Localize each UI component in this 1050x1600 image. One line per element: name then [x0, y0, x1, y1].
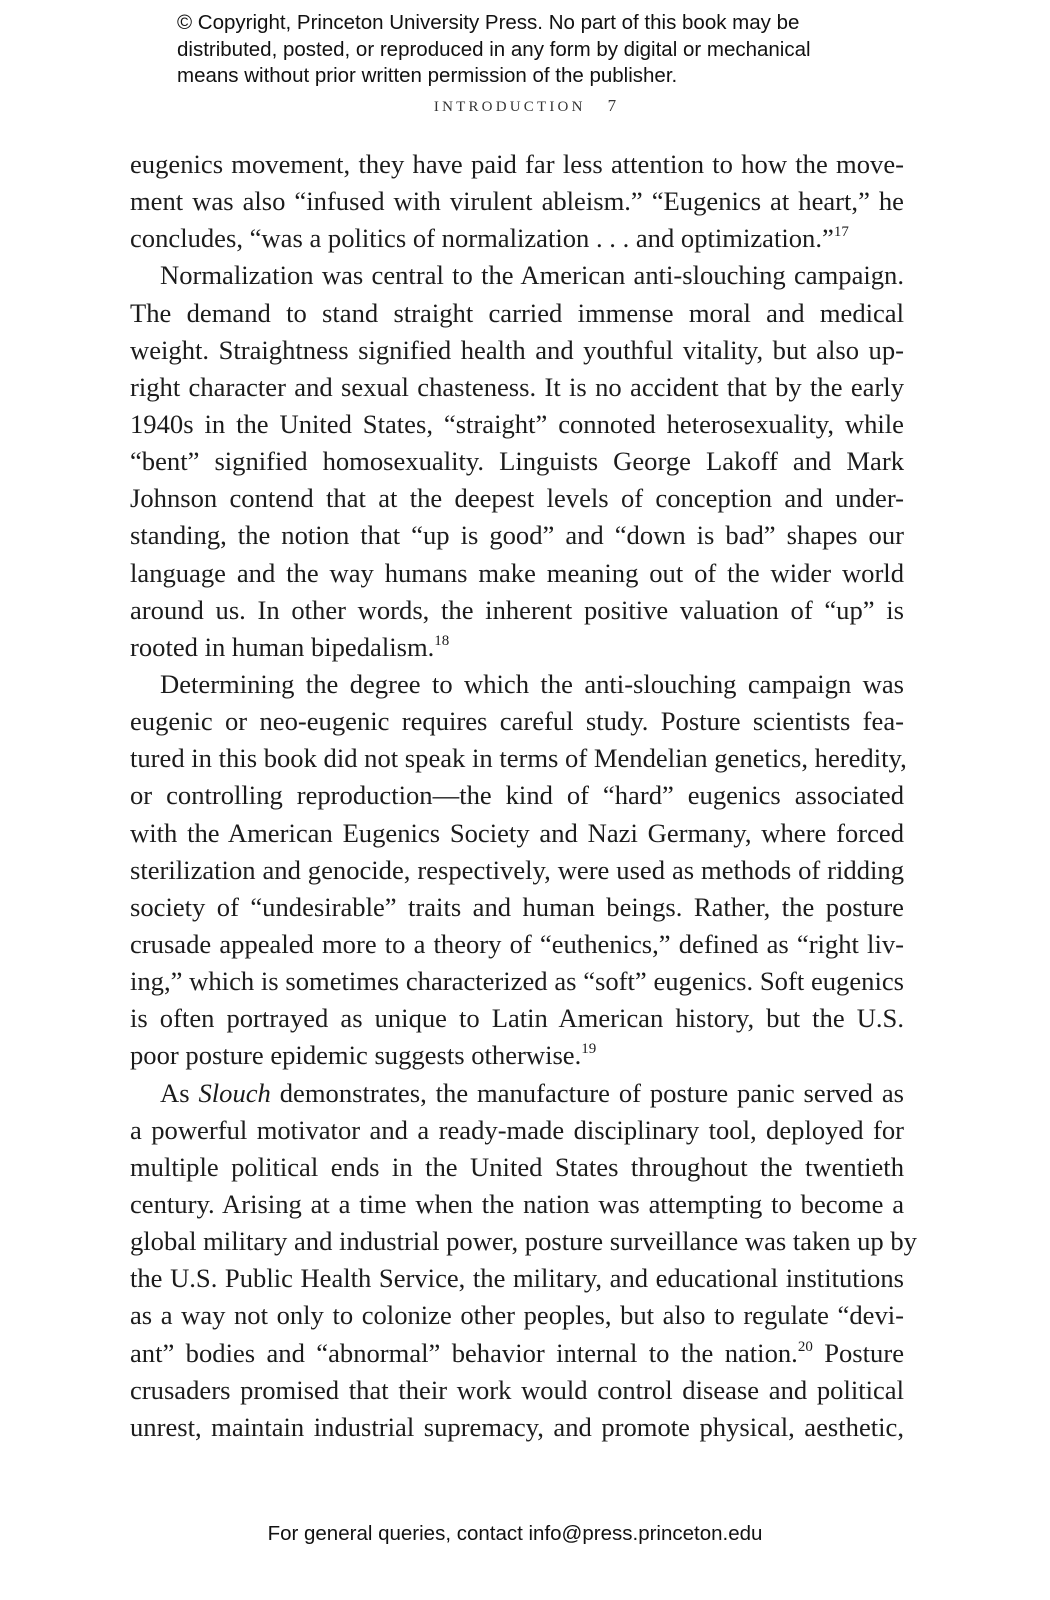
copyright-line: © Copyright, Princeton University Press. No part of this book may be	[177, 11, 800, 34]
text-line: The demand to stand straight carried immense moral and medical	[130, 297, 904, 328]
text-line: rooted in human bipedalism.$^{18}$	[130, 631, 450, 662]
text-line: century. Arising at a time when the nation was attempting to become a	[130, 1188, 904, 1219]
text-line: with the American Eugenics Society and Nazi Germany, where forced	[130, 817, 904, 848]
text-line: sterilization and genocide, respectively, were used as methods of ridding	[130, 854, 904, 885]
footnote-ref[interactable]: 19	[581, 1041, 597, 1058]
text-line: ing,” which is sometimes characterized as “soft” eugenics. Soft eugenics	[130, 966, 904, 997]
footer-contact: For general queries, contact info@press.princeton.edu	[267, 1522, 763, 1545]
text-line: crusade appealed more to a theory of “euthenics,” defined as “right liv-	[130, 928, 904, 959]
text-line: as a way not only to colonize other peoples, but also to regulate “devi-	[130, 1300, 904, 1331]
text-line: “bent” signified homosexuality. Linguists George Lakoff and Mark	[130, 446, 904, 477]
text-line: multiple political ends in the United States throughout the twentieth	[130, 1151, 904, 1182]
text-line: tured in this book did not speak in terms of Mendelian genetics, heredity,	[130, 743, 907, 774]
text-line: weight. Straightness signified health and youthful vitality, but also up-	[130, 334, 904, 365]
running-head	[0, 96, 1050, 116]
text-line: a powerful motivator and a ready-made disciplinary tool, deployed for	[130, 1114, 904, 1145]
text-line: unrest, maintain industrial supremacy, and promote physical, aesthetic,	[130, 1411, 904, 1442]
text-line: society of “undesirable” traits and human beings. Rather, the posture	[130, 891, 904, 922]
footnote-ref[interactable]: 17	[833, 224, 849, 241]
text-line: the U.S. Public Health Service, the military, and educational institutions	[130, 1263, 904, 1294]
text-line: is often portrayed as unique to Latin American history, but the U.S.	[130, 1003, 904, 1034]
page-number: 7	[607, 96, 617, 115]
copyright-notice	[177, 10, 897, 90]
footnote-ref[interactable]: 20	[797, 1338, 813, 1355]
text-line: eugenic or neo-eugenic requires careful study. Posture scientists fea-	[130, 706, 904, 737]
paragraph-start-line: Determining the degree to which the anti-slouching campaign was	[160, 668, 904, 699]
footnote-ref[interactable]: 18	[434, 632, 450, 649]
text-line: ment was also “infused with virulent ableism.” “Eugenics at heart,” he	[130, 186, 904, 217]
copyright-line: means without prior written permission of the publisher.	[177, 64, 678, 87]
text-line: poor posture epidemic suggests otherwise.$^{19}$	[130, 1040, 597, 1071]
text-line: crusaders promised that their work would control disease and political	[130, 1374, 904, 1405]
text-line: right character and sexual chasteness. It is no accident that by the early	[130, 371, 904, 402]
body-text	[130, 146, 917, 1446]
copyright-line: distributed, posted, or reproduced in any form by digital or mechanical	[177, 37, 811, 61]
text-line: global military and industrial power, posture surveillance was taken up by	[130, 1226, 917, 1257]
section-title: INTRODUCTION	[433, 99, 586, 115]
text-line: 1940s in the United States, “straight” connoted heterosexuality, while	[130, 408, 904, 439]
text-line: or controlling reproduction—the kind of “hard” eugenics associated	[130, 780, 904, 811]
text-line: concludes, “was a politics of normalization . . . and optimization.”$^{17}$	[130, 223, 849, 254]
text-line: around us. In other words, the inherent positive valuation of “up” is	[130, 594, 904, 625]
book-title: Slouch	[198, 1077, 271, 1108]
paragraph-start-line: As Slouch demonstrates, the manufacture of posture panic served as	[160, 1077, 905, 1108]
text-line: standing, the notion that “up is good” and “down is bad” shapes our	[130, 520, 904, 551]
text-line: Johnson contend that at the deepest levels of conception and under-	[130, 483, 904, 514]
text-line: eugenics movement, they have paid far less attention to how the move-	[130, 149, 904, 179]
paragraph-start-line: Normalization was central to the American anti-slouching campaign.	[160, 260, 904, 291]
text-line: ant” bodies and “abnormal” behavior internal to the nation.$^{20}$ Posture	[130, 1337, 904, 1368]
text-line: language and the way humans make meaning out of the wider world	[130, 557, 904, 588]
